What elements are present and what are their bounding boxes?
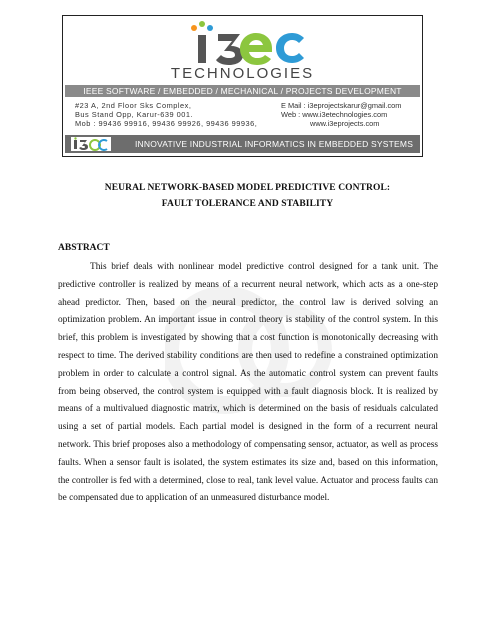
tagline-text: INNOVATIVE INDUSTRIAL INFORMATICS IN EMBEDDED SYSTEMS <box>135 139 414 149</box>
phone-line: Mob : 99436 99916, 99436 99926, 99436 99936, <box>75 119 258 129</box>
address-line: Bus Stand Opp, Karur-639 001. <box>75 110 194 120</box>
contact-block <box>281 101 401 129</box>
abstract-body <box>58 259 438 508</box>
abstract-heading: ABSTRACT <box>58 243 110 253</box>
brand-name: TECHNOLOGIES <box>170 65 315 82</box>
address-block <box>75 101 257 129</box>
paper-title-line-2: FAULT TOLERANCE AND STABILITY <box>161 199 334 209</box>
abstract-paragraph: This brief deals with nonlinear model predictive control designed for a tank unit. The predictive controller is realized by means of a recurrent neural network, which acts as a one-step ahead predictor. Then, based on the neural predictor, the control law is derived solving an optimization problem. An important issue in control theory is stability of the control system. In this brief, this problem is investigated by showing that a cost function is monotonically decreasing with respect to time. The derived stability conditions are then used to redefine a constrained optimization problem in order to calculate a control signal. As the automatic control system can prevent faults from being observed, the control system is equipped with a fault diagnosis block. It is realized by means of a multivalued diagnostic matrix, which is determined on the basis of residuals calculated using a set of partial models. Each partial model is designed in the form of a recurrent neural network. This brief proposes also a methodology of compensating sensor, actuator, as well as process faults. When a sensor fault is isolated, the system estimates its size and, based on this information, the controller is fed with a determined, close to real, tank level value. Actuator and process faults can be compensated due to application of an unmeasured disturbance model. <box>58 262 438 504</box>
services-bar: IEEE SOFTWARE / EMBEDDED / MECHANICAL / PROJECTS DEVELOPMENT <box>65 85 420 97</box>
mini-i3e-logo <box>71 137 111 151</box>
web-line-secondary: www.i3eprojects.com <box>310 119 380 129</box>
web-line: Web : www.i3etechnologies.com <box>281 110 388 120</box>
email-line: E Mail : i3eprojectskarur@gmail.com <box>281 101 402 110</box>
company-header-banner <box>62 15 423 157</box>
paper-title-line-1: NEURAL NETWORK-BASED MODEL PREDICTIVE CONTROL: <box>104 183 391 193</box>
tagline-bar <box>65 135 420 153</box>
address-line: #23 A, 2nd Floor Sks Complex, <box>75 101 192 110</box>
